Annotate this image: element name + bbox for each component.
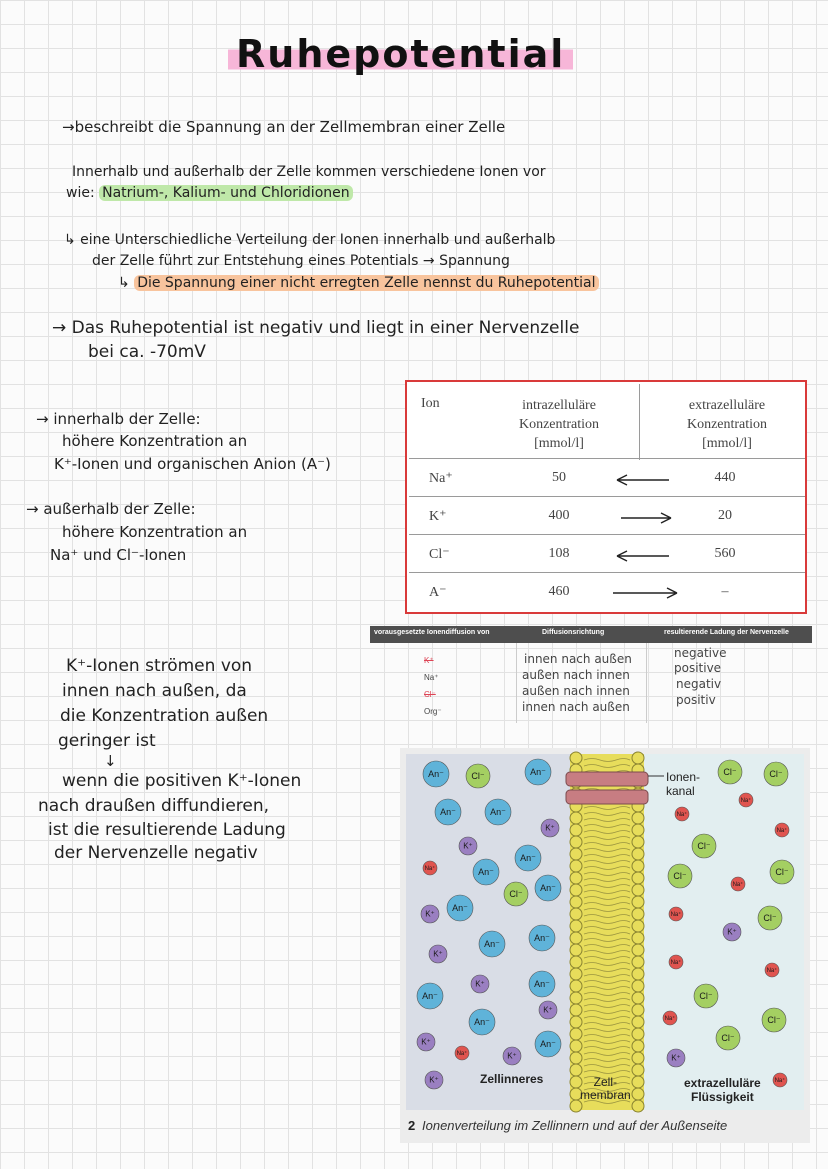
lipid-head <box>632 812 644 824</box>
k-ion-label: K⁺ <box>475 979 485 989</box>
diffusion-ion: Na⁺ <box>424 673 439 682</box>
lipid-head <box>570 1040 582 1052</box>
na-ion-label: Na⁺ <box>732 882 744 888</box>
note-k-2: innen nach außen, da <box>62 681 247 701</box>
na-ion-label: Na⁺ <box>776 828 788 834</box>
na-ion-label: Na⁺ <box>424 866 436 872</box>
lipid-head <box>632 1004 644 1016</box>
strip-divider <box>516 643 517 723</box>
lipid-head <box>570 968 582 980</box>
lipid-head <box>570 944 582 956</box>
cl-ion-label: Cl⁻ <box>471 771 485 781</box>
k-ion-label: K⁺ <box>727 927 737 937</box>
lipid-head <box>632 1016 644 1028</box>
na-ion-label: Na⁺ <box>766 968 778 974</box>
diffusion-direction: außen nach innen <box>522 668 630 682</box>
k-ion-label: K⁺ <box>421 1037 431 1047</box>
lipid-head <box>632 1040 644 1052</box>
k-ion-label: K⁺ <box>463 841 473 851</box>
note-k-3: die Konzentration außen <box>60 706 269 726</box>
lipid-head <box>632 860 644 872</box>
table-cell-extra: – <box>721 584 729 599</box>
na-ion-label: Na⁺ <box>456 1051 468 1057</box>
note-inside-3: K⁺-Ionen und organischen Anion (A⁻) <box>54 455 331 473</box>
na-ion-label: Na⁺ <box>676 812 688 818</box>
note-w-2: nach draußen diffundieren, <box>38 796 270 816</box>
k-ion-label: K⁺ <box>425 909 435 919</box>
note-ions-highlight: Natrium-, Kalium- und Chloridionen <box>99 185 353 201</box>
arrow-left-icon <box>617 551 669 561</box>
k-ion-label: K⁺ <box>429 1075 439 1085</box>
lipid-head <box>570 992 582 1004</box>
an-ion-label: An⁻ <box>422 991 438 1001</box>
lipid-head <box>570 956 582 968</box>
lipid-head <box>632 956 644 968</box>
lipid-head <box>570 980 582 992</box>
arrow-left-icon <box>617 475 669 485</box>
an-ion-label: An⁻ <box>440 807 456 817</box>
lipid-head <box>632 836 644 848</box>
label-zellmembran: Zell- membran <box>580 1075 631 1102</box>
note-ions-prefix: wie: <box>66 185 95 201</box>
table-cell-ion: K⁺ <box>429 509 447 524</box>
table-header-intra: intrazelluläre Konzentration [mmol/l] <box>518 398 600 451</box>
lipid-head <box>632 1088 644 1100</box>
diffusion-table <box>370 626 812 726</box>
an-ion-label: An⁻ <box>484 939 500 949</box>
an-ion-label: An⁻ <box>474 1017 490 1027</box>
note-outside-2: höhere Konzentration an <box>62 523 248 541</box>
na-ion-label: Na⁺ <box>774 1078 786 1084</box>
label-zellinneres: Zellinneres <box>480 1072 544 1086</box>
table-cell-intra: 400 <box>548 508 570 523</box>
diffusion-ion: K⁺ <box>424 656 434 665</box>
ion-channel <box>566 772 648 786</box>
na-ion-label: Na⁺ <box>740 798 752 804</box>
diffusion-charge: positiv <box>676 693 716 707</box>
note-ions-intro: Innerhalb und außerhalb der Zelle kommen verschiedene Ionen vor <box>72 164 546 180</box>
note-negative-2: bei ca. -70mV <box>88 342 206 362</box>
an-ion-label: An⁻ <box>452 903 468 913</box>
lipid-head <box>570 812 582 824</box>
note-negative-1: → Das Ruhepotential ist negativ und liegt in einer Nervenzelle <box>52 318 580 338</box>
lipid-head <box>570 896 582 908</box>
diffusion-table-header <box>370 626 812 643</box>
lipid-head <box>632 1052 644 1064</box>
table-cell-extra: 20 <box>718 508 732 523</box>
lipid-head <box>632 884 644 896</box>
cl-ion-label: Cl⁻ <box>775 867 789 877</box>
lipid-head <box>632 908 644 920</box>
an-ion-label: An⁻ <box>520 853 536 863</box>
lipid-head <box>632 992 644 1004</box>
note-k-1: K⁺-Ionen strömen von <box>66 656 253 676</box>
diffusion-header-direction: Diffusionsrichtung <box>542 629 605 636</box>
table-header-extra: extrazelluläre Konzentration [mmol/l] <box>686 398 768 451</box>
k-ion-label: K⁺ <box>671 1053 681 1063</box>
lipid-head <box>570 908 582 920</box>
lipid-head <box>570 1016 582 1028</box>
table-cell-extra: 560 <box>714 546 736 561</box>
table-line <box>409 458 805 459</box>
na-ion-label: Na⁺ <box>670 912 682 918</box>
table-cell-ion: Cl⁻ <box>429 547 450 562</box>
diffusion-direction: außen nach innen <box>522 684 630 698</box>
table-header-ion: Ion <box>421 396 440 411</box>
lipid-head <box>570 752 582 764</box>
diffusion-header-ion: vorausgesetzte Ionendiffusion von <box>374 629 490 636</box>
caption-number: 2 <box>408 1118 416 1133</box>
page-title: Ruhepotential <box>228 32 573 76</box>
lipid-head <box>570 884 582 896</box>
cl-ion-label: Cl⁻ <box>673 871 687 881</box>
cl-ion-label: Cl⁻ <box>769 769 783 779</box>
an-ion-label: An⁻ <box>534 979 550 989</box>
lipid-head <box>570 1028 582 1040</box>
na-ion-label: Na⁺ <box>670 960 682 966</box>
note-w-4: der Nervenzelle negativ <box>54 843 258 863</box>
label-ionenkanal: Ionen- kanal <box>666 770 701 798</box>
lipid-head <box>570 1052 582 1064</box>
note-inside-1: → innerhalb der Zelle: <box>36 410 201 428</box>
lipid-head <box>632 824 644 836</box>
lipid-head <box>570 1004 582 1016</box>
note-resting-definition <box>118 275 599 291</box>
note-w-3: ist die resultierende Ladung <box>48 820 286 840</box>
lipid-head <box>632 920 644 932</box>
lipid-head <box>632 944 644 956</box>
lipid-head <box>570 1064 582 1076</box>
ion-channel <box>566 790 648 804</box>
lipid-head <box>570 920 582 932</box>
note-resting-prefix: ↳ <box>118 275 130 291</box>
label-extrazellulaer: extrazelluläre Flüssigkeit <box>684 1076 761 1104</box>
note-k-4: geringer ist <box>58 731 156 751</box>
cl-ion-label: Cl⁻ <box>509 889 523 899</box>
lipid-head <box>570 932 582 944</box>
note-w-1: wenn die positiven K⁺-Ionen <box>62 771 302 791</box>
diffusion-direction: innen nach außen <box>524 652 632 666</box>
an-ion-label: An⁻ <box>478 867 494 877</box>
cl-ion-label: Cl⁻ <box>763 913 777 923</box>
cl-ion-label: Cl⁻ <box>721 1033 735 1043</box>
table-cell-intra: 460 <box>548 584 570 599</box>
diffusion-arrows <box>607 462 687 612</box>
lipid-head <box>570 848 582 860</box>
an-ion-label: An⁻ <box>540 1039 556 1049</box>
an-ion-label: An⁻ <box>530 767 546 777</box>
note-distribution-2: der Zelle führt zur Entstehung eines Potentials → Spannung <box>92 253 510 269</box>
ion-distribution-figure <box>400 748 810 1143</box>
table-cell-intra: 108 <box>548 546 570 561</box>
k-ion-label: K⁺ <box>543 1005 553 1015</box>
lipid-head <box>570 836 582 848</box>
lipid-head <box>570 860 582 872</box>
diffusion-header-charge: resultierende Ladung der Nervenzelle <box>664 629 789 636</box>
cl-ion-label: Cl⁻ <box>699 991 713 1001</box>
lipid-head <box>632 1064 644 1076</box>
note-inside-2: höhere Konzentration an <box>62 432 248 450</box>
lipid-head <box>632 848 644 860</box>
lipid-head <box>570 824 582 836</box>
lipid-head <box>632 932 644 944</box>
cl-ion-label: Cl⁻ <box>723 767 737 777</box>
lipid-head <box>632 1100 644 1112</box>
lipid-head <box>632 752 644 764</box>
an-ion-label: An⁻ <box>428 769 444 779</box>
ion-concentration-table <box>405 380 807 614</box>
lipid-head <box>632 896 644 908</box>
an-ion-label: An⁻ <box>490 807 506 817</box>
lipid-head <box>632 980 644 992</box>
diffusion-charge: negative <box>674 646 727 660</box>
note-outside-1: → außerhalb der Zelle: <box>26 500 196 518</box>
table-cell-extra: 440 <box>714 470 736 485</box>
lipid-head <box>632 872 644 884</box>
na-ion-label: Na⁺ <box>664 1016 676 1022</box>
diffusion-charge: positive <box>674 661 722 675</box>
table-cell-ion: A⁻ <box>429 585 447 600</box>
strip-divider <box>646 643 647 723</box>
table-cell-intra: 50 <box>552 470 566 485</box>
lipid-head <box>632 1076 644 1088</box>
diffusion-charge: negativ <box>676 677 722 691</box>
k-ion-label: K⁺ <box>507 1051 517 1061</box>
note-definition: →beschreibt die Spannung an der Zellmembran einer Zelle <box>62 118 506 136</box>
note-distribution-1: ↳ eine Unterschiedliche Verteilung der Ionen innerhalb und außerhalb <box>64 232 556 248</box>
cl-ion-label: Cl⁻ <box>767 1015 781 1025</box>
table-divider <box>639 384 640 460</box>
lipid-head <box>632 1028 644 1040</box>
note-resting-highlight: Die Spannung einer nicht erregten Zelle nennst du Ruhepotential <box>134 275 598 291</box>
diffusion-direction: innen nach außen <box>522 700 630 714</box>
k-ion-label: K⁺ <box>433 949 443 959</box>
note-outside-3: Na⁺ und Cl⁻-Ionen <box>50 546 187 564</box>
lipid-head <box>570 872 582 884</box>
note-down-arrow: ↓ <box>104 752 117 770</box>
lipid-head <box>632 968 644 980</box>
an-ion-label: An⁻ <box>540 883 556 893</box>
k-ion-label: K⁺ <box>545 823 555 833</box>
table-cell-ion: Na⁺ <box>429 471 453 486</box>
note-ions-list <box>66 185 353 201</box>
arrow-right-icon <box>613 588 677 598</box>
an-ion-label: An⁻ <box>534 933 550 943</box>
figure-caption: Ionenverteilung im Zellinnern und auf der Außenseite <box>422 1118 728 1133</box>
diffusion-ion: Cl⁻ <box>424 690 436 699</box>
diffusion-ion: Org⁻ <box>424 707 442 716</box>
arrow-right-icon <box>621 513 671 523</box>
cl-ion-label: Cl⁻ <box>697 841 711 851</box>
